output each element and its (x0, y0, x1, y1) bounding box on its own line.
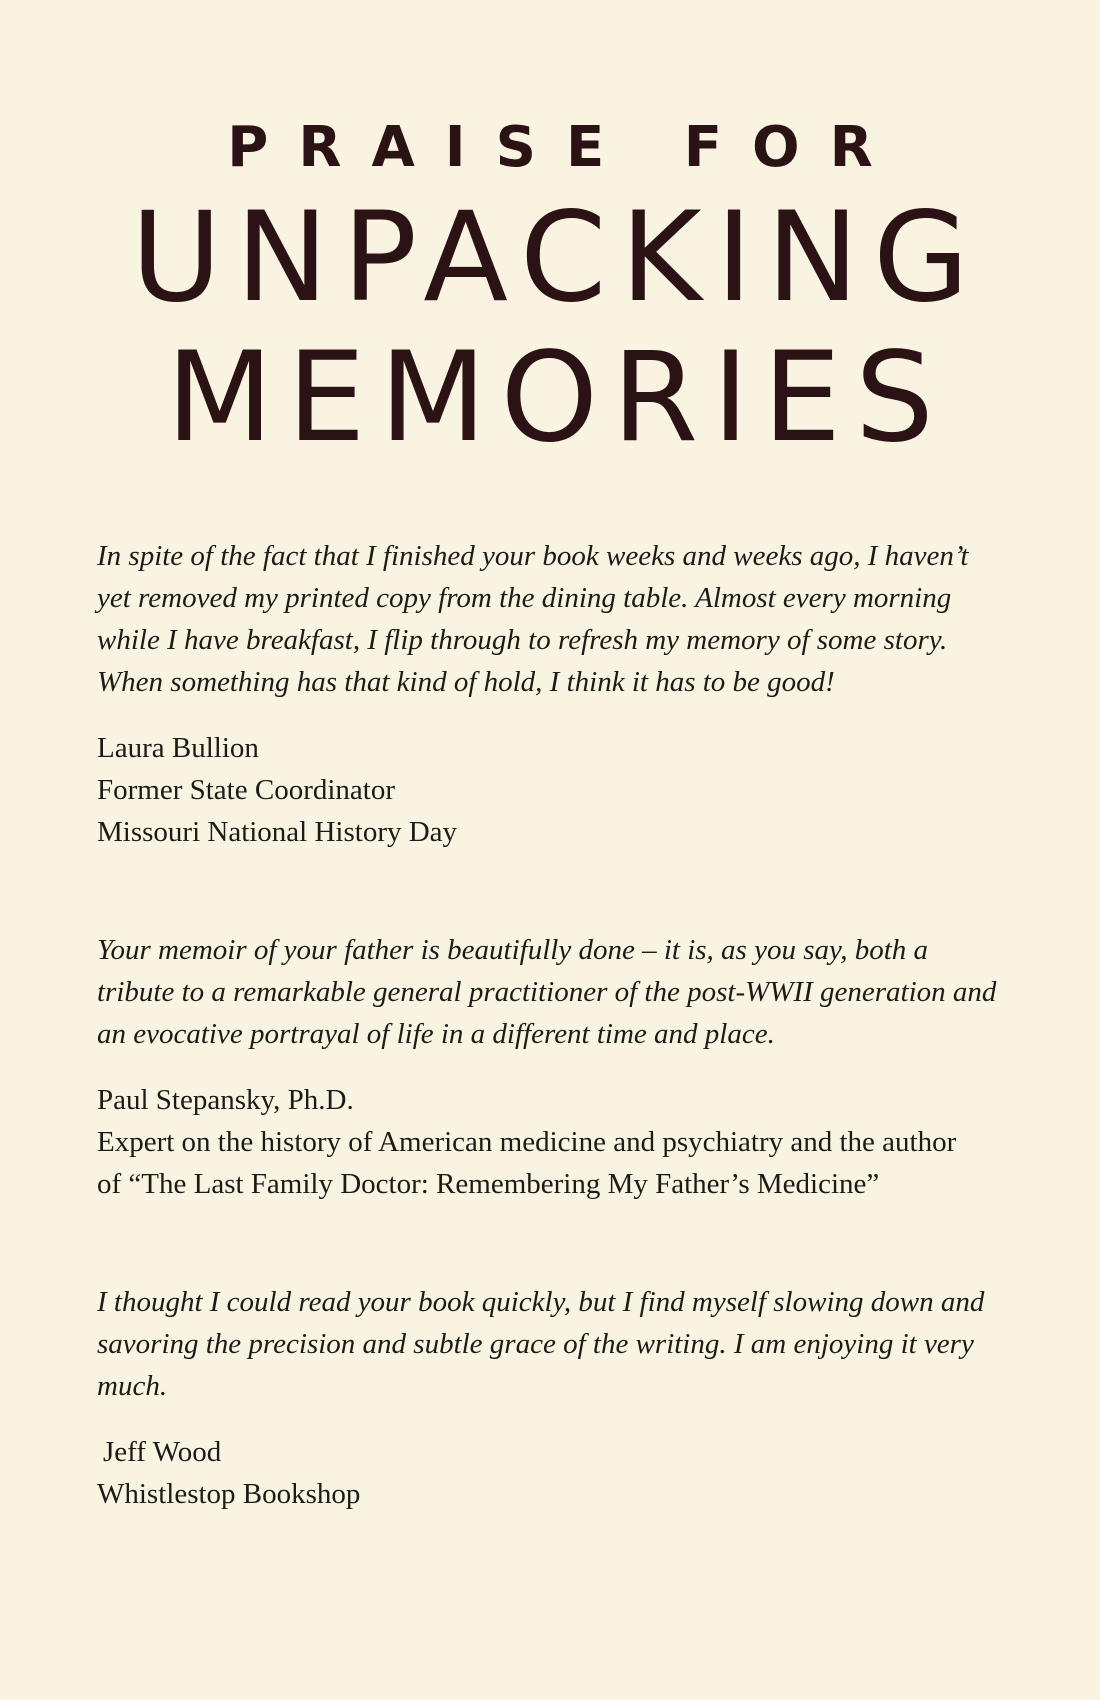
testimonial-attribution (97, 727, 1003, 853)
testimonial (97, 929, 1003, 1205)
page-heading (0, 108, 1100, 468)
attribution-organization: Missouri National History Day (97, 816, 458, 848)
attribution-title-continued: of “The Last Family Doctor: Remembering My Father’s Medicine” (97, 1168, 880, 1200)
testimonial (97, 535, 1003, 853)
attribution-title: Expert on the history of American medicine and psychiatry and the author (97, 1126, 957, 1158)
testimonial-quote: In spite of the fact that I finished your book weeks and weeks ago, I haven’t yet removed my printed copy from the dining table. Almost every morning while I have breakfast, I flip through to refresh my memory of some story. When something has that kind of hold, I think it has to be good! (97, 540, 969, 698)
attribution-name: Jeff Wood (103, 1436, 222, 1468)
testimonial-quote: Your memoir of your father is beautifully done – it is, as you say, both a tribute to a remarkable general practitioner of the post-WWII generation and an evocative portrayal of life in a different time and place. (97, 934, 997, 1050)
attribution-organization: Whistlestop Bookshop (97, 1478, 361, 1510)
heading-title-memories: MEMORIES (166, 326, 948, 470)
testimonial-quote: I thought I could read your book quickly, but I find myself slowing down and savoring the precision and subtle grace of the writing. I am enjoying it very much. (97, 1286, 985, 1402)
attribution-name: Laura Bullion (97, 732, 259, 764)
attribution-title: Former State Coordinator (97, 774, 396, 806)
testimonial-attribution (97, 1431, 1003, 1515)
heading-praise-for: PRAISE FOR (227, 115, 903, 180)
testimonial-attribution (97, 1079, 1003, 1205)
testimonials (97, 535, 1003, 1515)
testimonial (97, 1281, 1003, 1515)
heading-title-unpacking: UNPACKING (130, 186, 984, 330)
attribution-name: Paul Stepansky, Ph.D. (97, 1084, 354, 1116)
